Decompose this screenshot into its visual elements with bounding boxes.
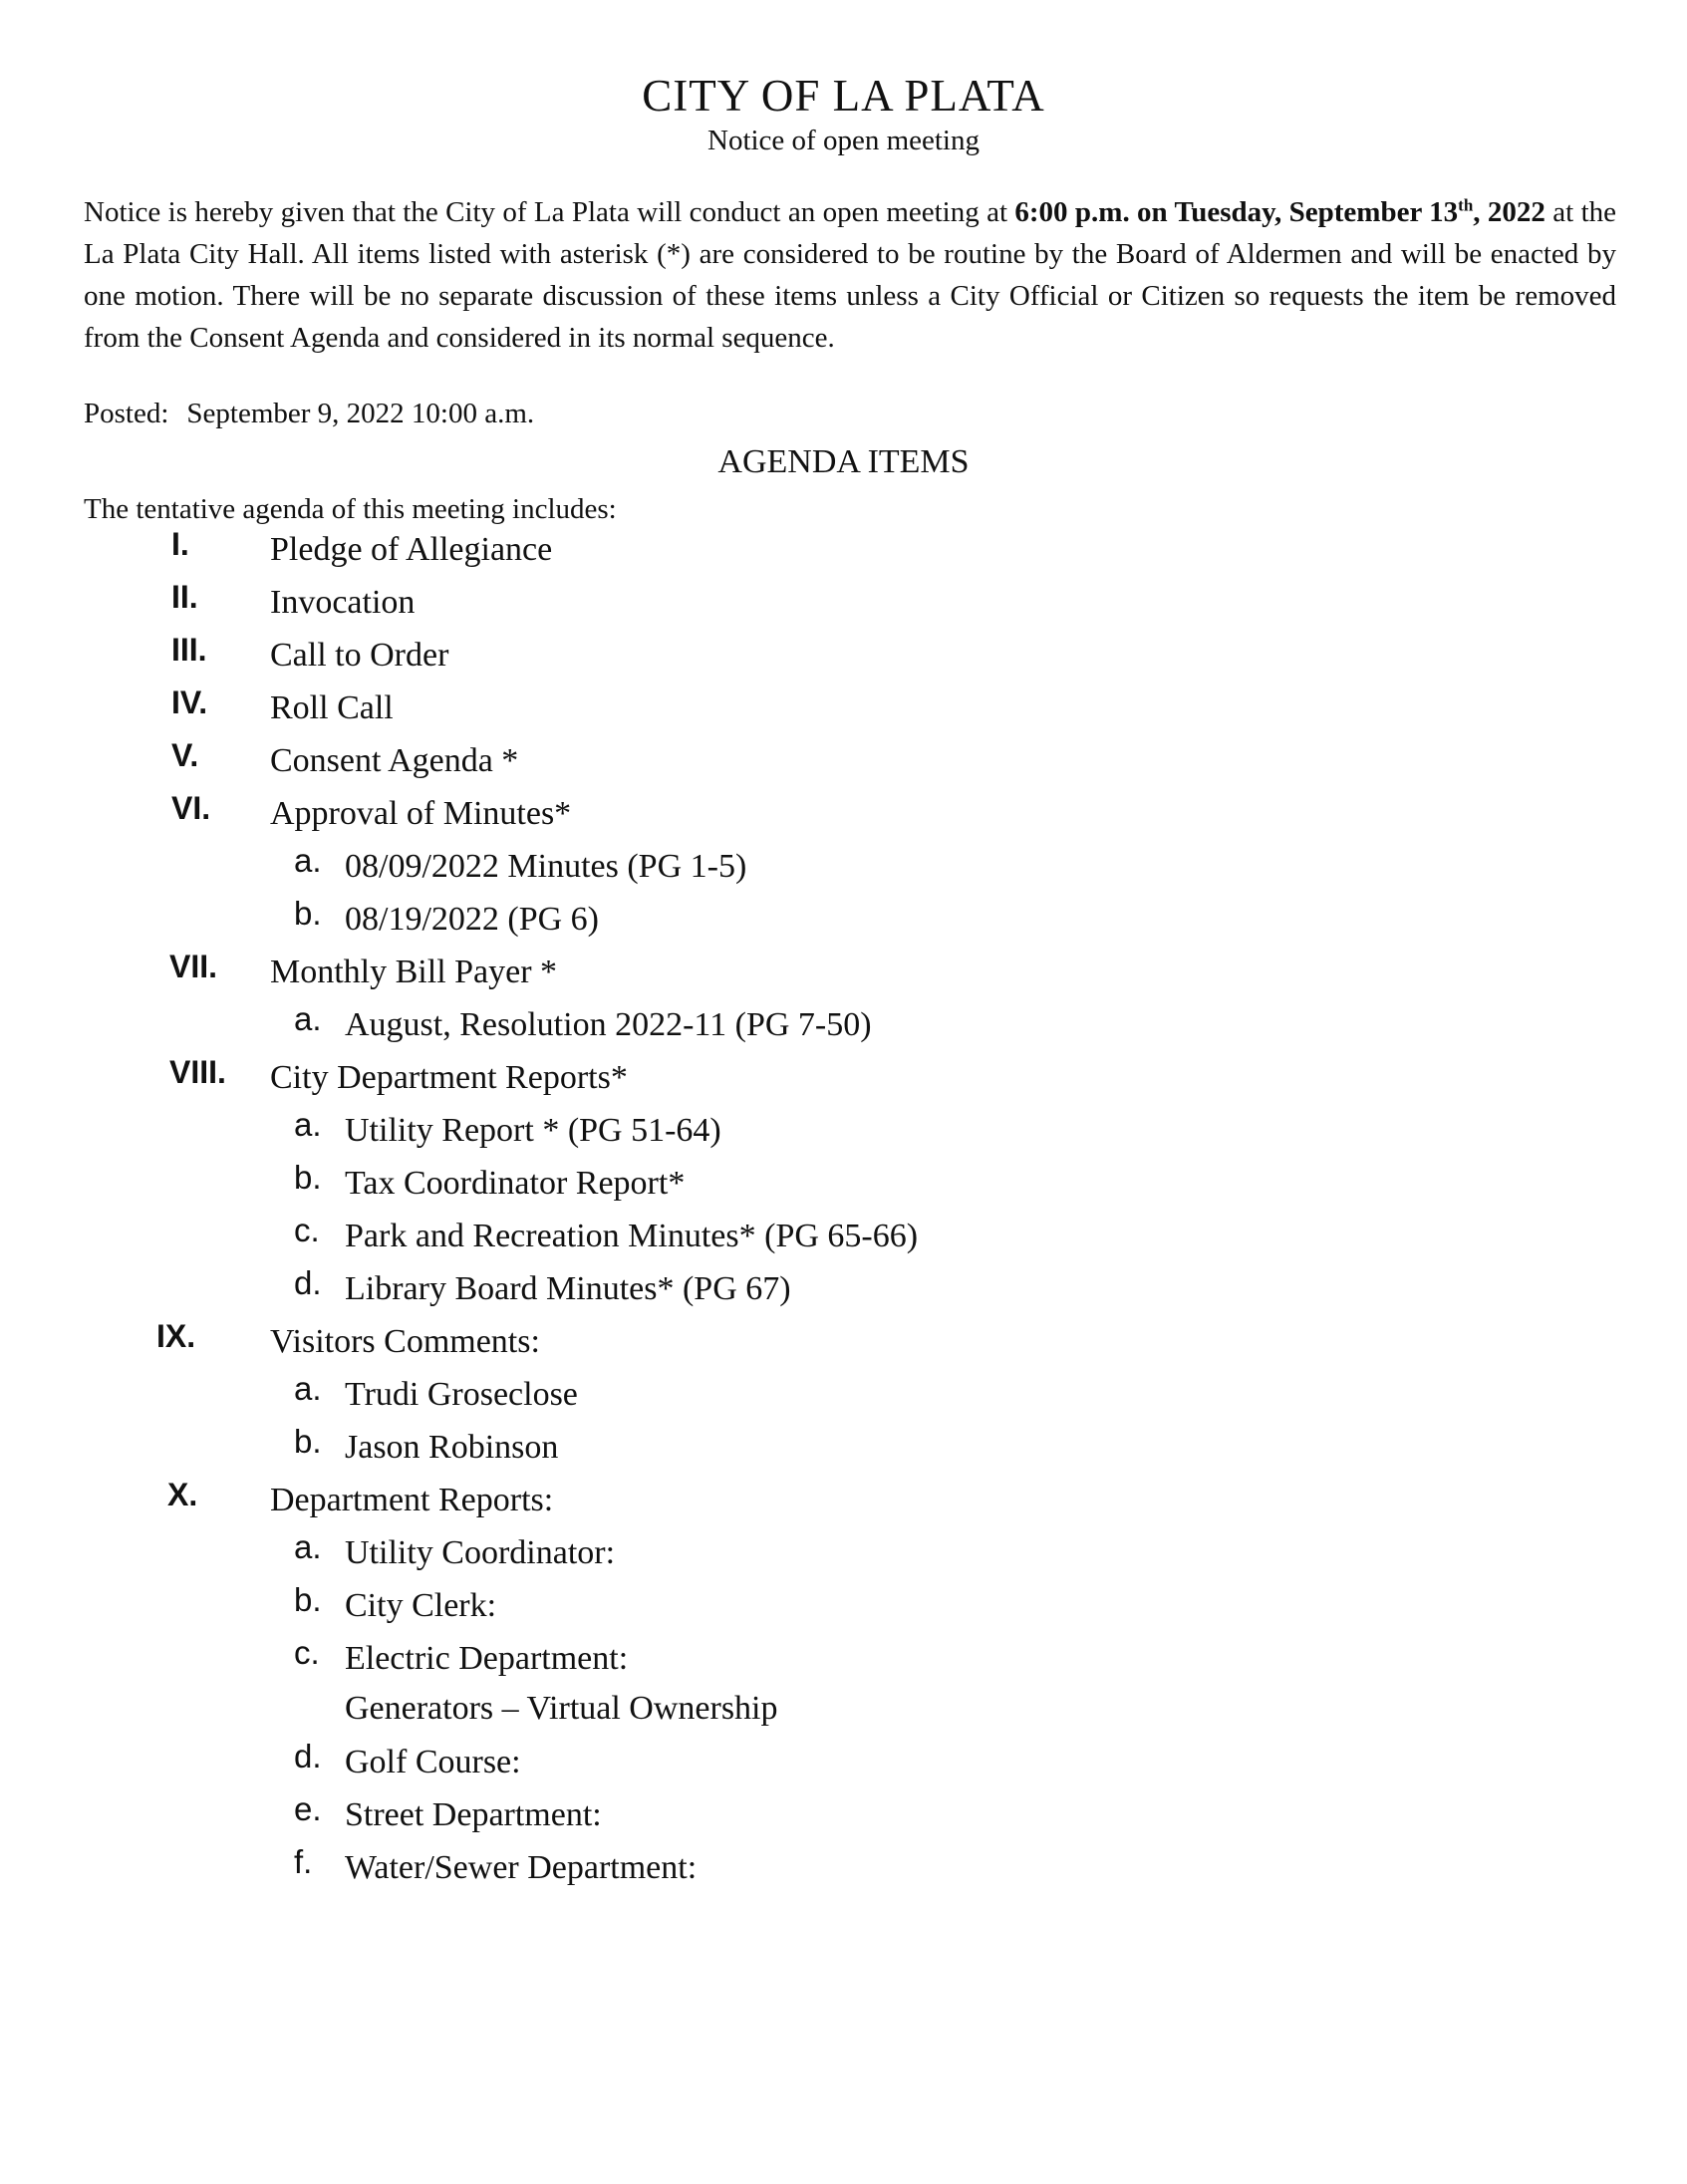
agenda-subitem — [0, 1265, 1687, 1313]
agenda-item — [0, 632, 1687, 680]
agenda-item-number: V. — [171, 737, 199, 773]
agenda-subitem — [0, 1001, 1687, 1049]
notice-text-start: Notice is hereby given that the City of La Plata will conduct an open meeting at — [84, 196, 1015, 228]
agenda-subitem — [0, 1371, 1687, 1419]
agenda-heading: AGENDA ITEMS — [717, 443, 970, 480]
agenda-subitem — [0, 1107, 1687, 1155]
agenda-item-text: Roll Call — [270, 689, 394, 726]
agenda-subitem-letter: c. — [294, 1634, 320, 1671]
agenda-item — [0, 790, 1687, 838]
agenda-subitem — [0, 1213, 1687, 1260]
agenda-subitem-letter: a. — [294, 1000, 322, 1037]
agenda-subitem-text: Trudi Groseclose — [345, 1376, 578, 1413]
agenda-item-number: II. — [171, 579, 198, 615]
agenda-subitem-letter: d. — [294, 1737, 322, 1774]
agenda-subitem-letter: e. — [294, 1789, 322, 1827]
agenda-item-text: Invocation — [270, 584, 416, 621]
agenda-item-number: III. — [171, 632, 207, 668]
agenda-intro: The tentative agenda of this meeting includes: — [84, 493, 617, 525]
agenda-subitem-text: Utility Report * (PG 51-64) — [345, 1112, 721, 1149]
agenda-subitem-letter: f. — [294, 1842, 313, 1880]
agenda-subitem-text: Park and Recreation Minutes* (PG 65-66) — [345, 1218, 919, 1254]
agenda-item — [0, 579, 1687, 627]
agenda-subitem-text: City Clerk: — [345, 1587, 497, 1624]
posted-label: Posted: — [84, 398, 169, 429]
agenda-subitem — [0, 843, 1687, 891]
agenda-subitem-letter: b. — [294, 895, 322, 932]
agenda-item — [0, 684, 1687, 732]
posted-date: September 9, 2022 10:00 a.m. — [186, 398, 535, 429]
agenda-subitem-text: Electric Department: — [345, 1640, 629, 1677]
agenda-item-text: Monthly Bill Payer * — [270, 954, 558, 990]
agenda-subitem-letter: a. — [294, 842, 322, 879]
agenda-item — [0, 1477, 1687, 1524]
agenda-subitem-letter: b. — [294, 1159, 322, 1196]
agenda-item-text: Visitors Comments: — [270, 1323, 540, 1360]
agenda-item-number: VI. — [171, 790, 211, 826]
posted-line — [84, 397, 534, 430]
agenda-subitem — [0, 1160, 1687, 1208]
notice-meeting-time: 6:00 p.m. on Tuesday, September 13th, 2022 — [1014, 195, 1546, 228]
agenda-item-number: IV. — [171, 684, 208, 720]
agenda-subitem-text: Water/Sewer Department: — [345, 1848, 698, 1886]
agenda-subitem-letter: b. — [294, 1581, 322, 1618]
agenda-item — [0, 1318, 1687, 1366]
agenda-subitem-text: Library Board Minutes* (PG 67) — [345, 1270, 791, 1307]
agenda-item — [0, 949, 1687, 996]
agenda-subitem-letter: d. — [294, 1264, 322, 1301]
agenda-subitem-text: 08/19/2022 (PG 6) — [345, 901, 599, 938]
agenda-item-text: City Department Reports* — [270, 1059, 628, 1096]
agenda-item-text: Approval of Minutes* — [270, 795, 572, 832]
agenda-subitem-continuation — [0, 1685, 1687, 1733]
agenda-subitem — [0, 896, 1687, 944]
agenda-subitem-text: Golf Course: — [345, 1743, 521, 1780]
agenda-subitem — [0, 1582, 1687, 1630]
agenda-subitem — [0, 1635, 1687, 1683]
agenda-subitem — [0, 1424, 1687, 1472]
agenda-subitem-letter: b. — [294, 1423, 322, 1460]
agenda-subitem-continuation-text: Generators – Virtual Ownership — [345, 1690, 778, 1727]
agenda-item-text: Call to Order — [270, 637, 449, 674]
agenda-subitem-text: Utility Coordinator: — [345, 1534, 616, 1571]
agenda-subitem-text: August, Resolution 2022-11 (PG 7-50) — [345, 1006, 872, 1043]
page-subtitle: Notice of open meeting — [707, 125, 980, 156]
agenda-item-number: X. — [167, 1477, 198, 1512]
agenda-item-number: VII. — [169, 949, 218, 984]
agenda-item-text: Consent Agenda * — [270, 742, 519, 779]
agenda-subitem-text: Jason Robinson — [345, 1429, 559, 1466]
agenda-item-text: Department Reports: — [270, 1482, 554, 1518]
page-title: CITY OF LA PLATA — [642, 71, 1045, 121]
agenda-subitem-text: Street Department: — [345, 1795, 602, 1833]
agenda-subitem-letter: a. — [294, 1370, 322, 1407]
notice-paragraph — [84, 191, 1616, 359]
agenda-item-number: VIII. — [169, 1054, 226, 1090]
agenda-subitem — [0, 1791, 1687, 1839]
agenda-item-number: I. — [171, 526, 189, 562]
agenda-item — [0, 526, 1687, 574]
agenda-subitem-letter: a. — [294, 1106, 322, 1143]
agenda-subitem-text: Tax Coordinator Report* — [345, 1165, 686, 1202]
agenda-subitem-letter: c. — [294, 1212, 320, 1248]
agenda-subitem — [0, 1739, 1687, 1786]
agenda-subitem-letter: a. — [294, 1528, 322, 1565]
agenda-item — [0, 737, 1687, 785]
agenda-subitem-text: 08/09/2022 Minutes (PG 1-5) — [345, 848, 747, 885]
agenda-subitem — [0, 1844, 1687, 1892]
agenda-item-number: IX. — [156, 1318, 196, 1354]
notice-text-end: at the La Plata City Hall. All items listed with asterisk (*) are considered to be routine by the Board of Aldermen and will be enacted by one motion. There will be no separate discussion of these items unless a City Official or Citizen so requests the item be removed from the Consent Agenda and considered in its normal sequence. — [84, 196, 1617, 354]
agenda-item — [0, 1054, 1687, 1102]
agenda-item-text: Pledge of Allegiance — [270, 531, 553, 568]
agenda-subitem — [0, 1529, 1687, 1577]
